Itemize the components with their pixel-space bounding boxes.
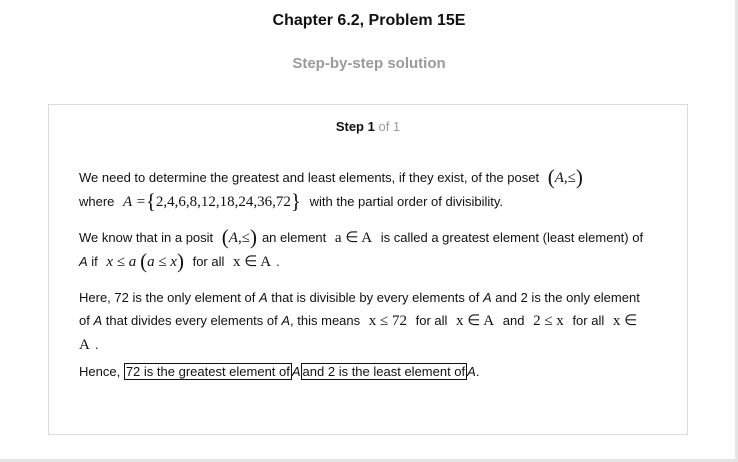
page-title: Chapter 6.2, Problem 15E [272, 12, 466, 29]
p3-dot: . [94, 337, 99, 352]
p3-var-a4: A [281, 313, 291, 328]
p1-text-2: where [79, 194, 115, 209]
page-subtitle: Step-by-step solution [292, 55, 446, 72]
p2-var-a: A [79, 254, 88, 269]
p3-text-6: for all [415, 313, 448, 328]
answer-box-least: and 2 is the least element of [302, 364, 466, 379]
p2-text-1: We know that in a posit [79, 230, 214, 245]
p1-set-math: A ={2,4,6,8,12,18,24,36,72} [123, 189, 301, 213]
p4-var-a1: A [291, 364, 301, 379]
step-count: of 1 [378, 119, 401, 134]
p2-text-2: an element [261, 230, 327, 245]
p2-text-4: if [91, 254, 98, 269]
p1-text-3: with the partial order of divisibility. [309, 194, 504, 209]
p4-var-a2: A [467, 364, 476, 379]
paragraph-1 [79, 166, 649, 214]
p3-text-7: and [502, 313, 525, 328]
p3-var-a2: A [482, 290, 492, 305]
p4-end: . [475, 364, 480, 379]
p2-all-math: x ∈ A [233, 254, 272, 270]
p3-text-3: and 2 is the only element of [79, 290, 640, 328]
paragraph-4 [79, 360, 649, 383]
p3-var-a1: A [258, 290, 268, 305]
paragraph-2 [79, 226, 649, 274]
p3-math-1: x ≤ 72 [368, 313, 407, 329]
p3-text-8: for all [572, 313, 605, 328]
p2-dot: . [276, 254, 280, 269]
p3-math-3: 2 ≤ x [533, 313, 564, 329]
p1-text-1: We need to determine the greatest and least elements, if they exist, of the poset [79, 170, 540, 185]
p3-math-4: x ∈ A [79, 313, 638, 353]
solution-card [48, 104, 688, 435]
p3-text-2: that is divisible by every elements of [271, 290, 480, 305]
p3-var-a3: A [93, 313, 103, 328]
p1-poset-math: (A,≤) [547, 165, 583, 189]
p3-math-2: x ∈ A [456, 313, 495, 329]
p2-cond-math: x ≤ a (a ≤ x) [106, 249, 184, 273]
p2-poset-math: (A,≤) [221, 225, 257, 249]
answer-box-greatest: 72 is the greatest element of [125, 364, 290, 379]
step-header [49, 119, 687, 134]
p3-text-4: that divides every elements of [105, 313, 278, 328]
p2-text-3: is called a greatest element (least element) of [380, 230, 644, 245]
p2-elem-math: a ∈ A [334, 230, 373, 246]
p3-text-1: Here, 72 is the only element of [79, 290, 256, 305]
p2-text-5: for all [192, 254, 225, 269]
p3-text-5: , this means [290, 313, 361, 328]
p4-text-1: Hence, [79, 364, 121, 379]
step-label: Step 1 [335, 119, 375, 134]
paragraph-3 [79, 286, 649, 357]
